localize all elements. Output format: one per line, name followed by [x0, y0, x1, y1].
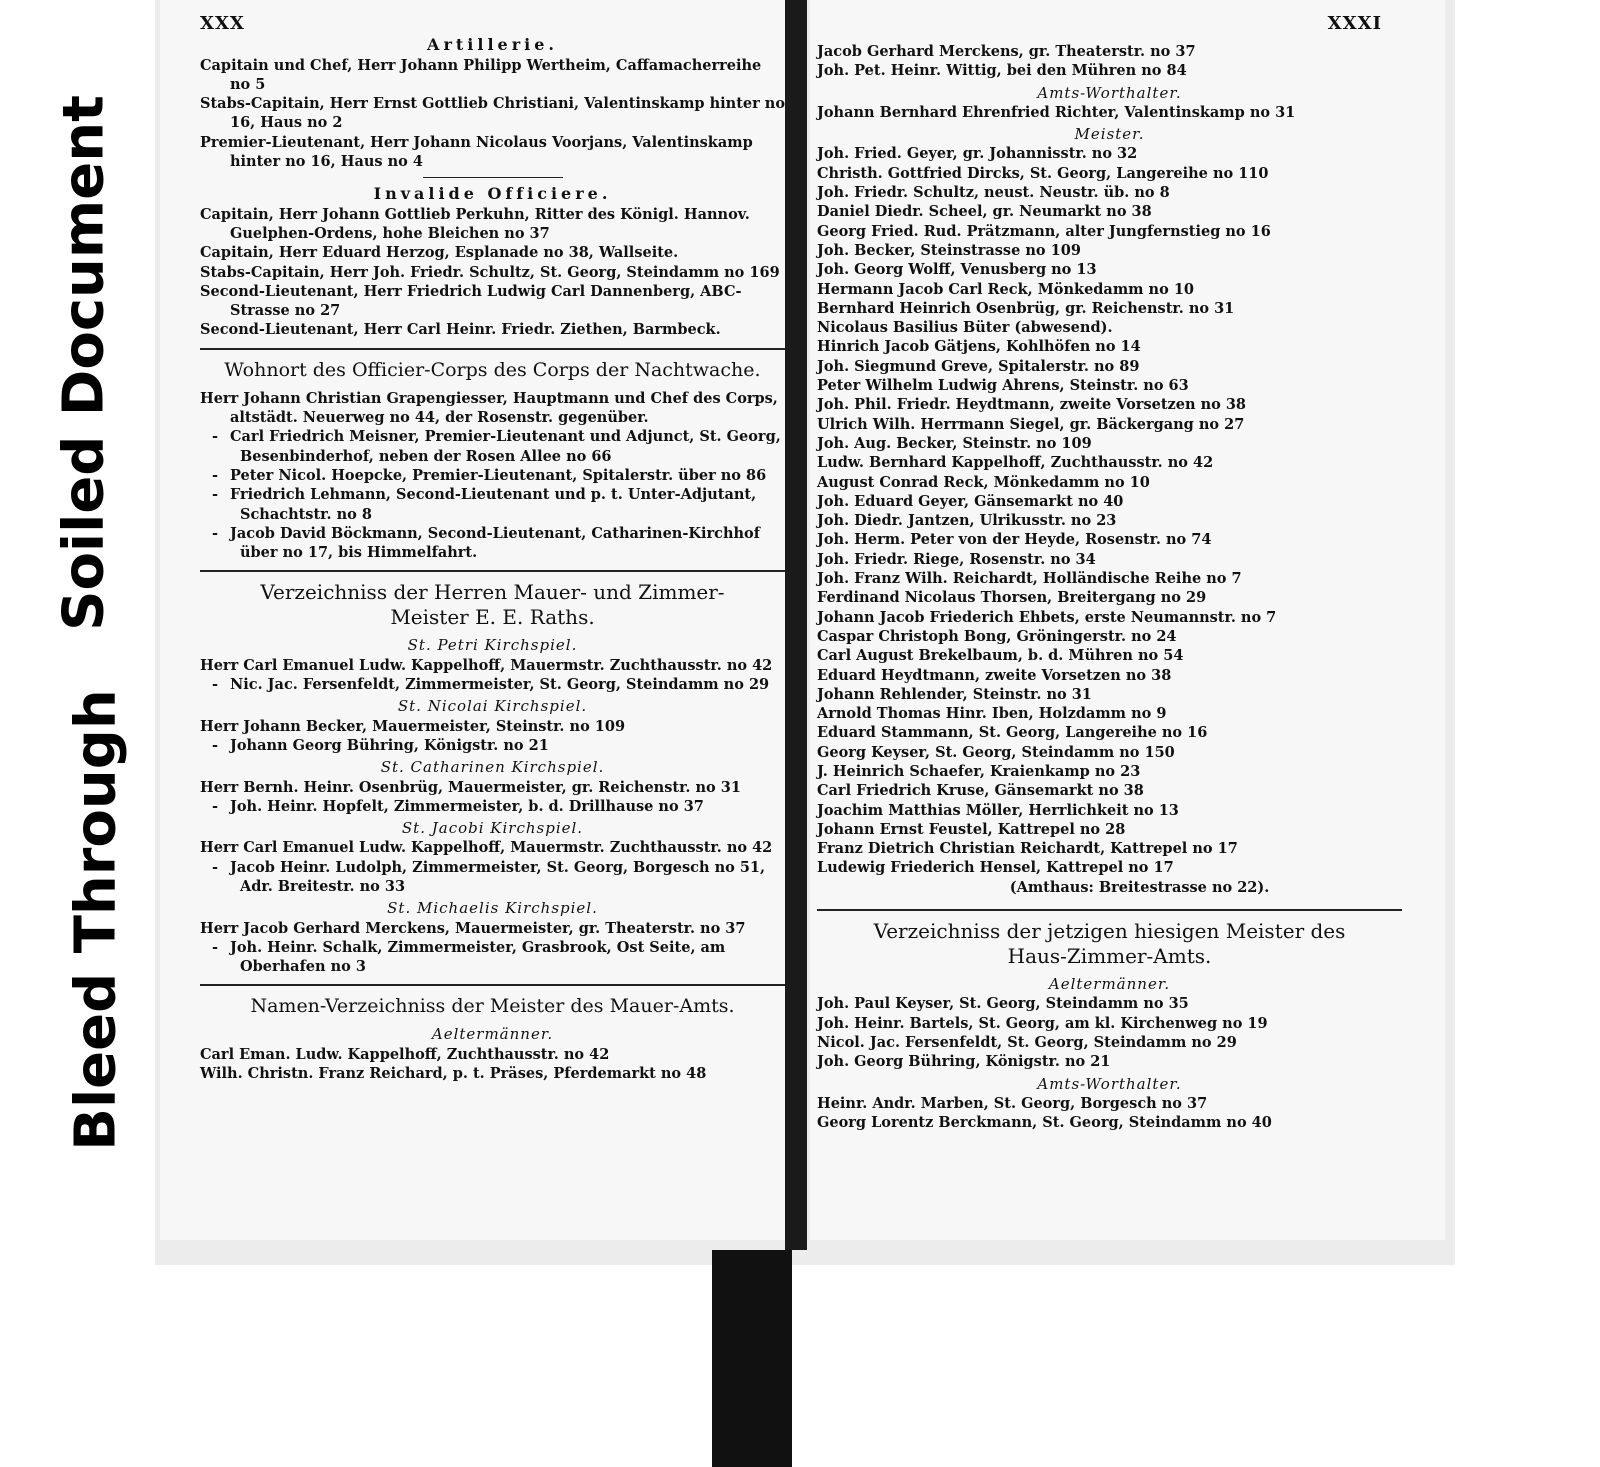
meister-entry-text: Joh. Heinr. Hopfelt, Zimmermeister, b. d. Drillhause no 37 [230, 797, 704, 815]
kirchspiel-heading: St. Catharinen Kirchspiel. [380, 758, 605, 777]
artillerie-entry: Capitain und Chef, Herr Johann Philipp Wertheim, Caffamacherreihe no 5 [200, 56, 762, 93]
invalide-entry: Second-Lieutenant, Herr Friedrich Ludwig Carl Dannenberg, ABC-Strasse no 27 [200, 282, 742, 320]
bleed-through-text: Bleed Through [63, 689, 129, 1151]
amts-worthalter-heading: Amts-Worthalter. [1037, 83, 1182, 102]
amthaus-note: (Amthaus: Breitestrasse no 22). [1009, 878, 1270, 896]
section-rule [817, 909, 1402, 911]
meister-entry: Johann Jacob Friederich Ehbets, erste Neumannstr. no 7 [817, 608, 1277, 626]
meister-entry: Daniel Diedr. Scheel, gr. Neumarkt no 38 [817, 203, 1152, 221]
aeltermann-entry: Joh. Heinr. Bartels, St. Georg, am kl. Kirchenweg no 19 [817, 1014, 1268, 1032]
right-column [817, 14, 1402, 1132]
ditto-dash: - [211, 938, 219, 956]
invalide-heading: Invalide Officiere. [373, 184, 612, 204]
meister-entry: Eduard Heydtmann, zweite Vorsetzen no 38 [817, 666, 1172, 684]
ditto-dash: - [211, 858, 219, 876]
wohnort-heading: Wohnort des Officier-Corps des Corps der Nachtwache. [224, 358, 761, 381]
meister-entry: Eduard Stammann, St. Georg, Langereihe no 16 [817, 724, 1208, 742]
aeltermann-entry: Wilh. Christn. Franz Reichard, p. t. Präses, Pferdemarkt no 48 [200, 1065, 707, 1083]
meister-entry: Arnold Thomas Hinr. Iben, Holzdamm no 9 [817, 705, 1167, 723]
wohnort-entry-text: Carl Friedrich Meisner, Premier-Lieutenant und Adjunct, St. Georg, Besenbinderhof, neben der Rosen Allee no 66 [230, 428, 781, 465]
meister-entry: Joh. Phil. Friedr. Heydtmann, zweite Vorsetzen no 38 [817, 396, 1247, 414]
kirchspiel-heading: St. Nicolai Kirchspiel. [397, 697, 588, 716]
meister-entry: Joachim Matthias Möller, Herrlichkeit no 13 [817, 801, 1179, 819]
meister-entry: Ludw. Bernhard Kappelhoff, Zuchthausstr. no 42 [817, 454, 1214, 472]
wohnort-entry [200, 485, 785, 524]
meister-entry: Joh. Fried. Geyer, gr. Johannisstr. no 32 [817, 145, 1138, 163]
section-divider [423, 177, 563, 178]
meister-entry: Peter Wilhelm Ludwig Ahrens, Steinstr. no 63 [817, 377, 1189, 395]
meister-entry: Hermann Jacob Carl Reck, Mönkedamm no 10 [817, 280, 1194, 298]
amts-worthalter-entry: Johann Bernhard Ehrenfried Richter, Valentinskamp no 31 [817, 103, 1296, 121]
meister-entry: Hinrich Jacob Gätjens, Kohlhöfen no 14 [817, 338, 1141, 356]
meister-entry: Joh. Friedr. Schultz, neust. Neustr. üb. no 8 [817, 184, 1170, 202]
left-column [200, 14, 785, 1083]
kirchspiel-heading: St. Michaelis Kirchspiel. [387, 899, 598, 918]
meister-entry: Joh. Herm. Peter von der Heyde, Rosenstr. no 74 [817, 531, 1212, 549]
haus-zimmer-heading-line: Haus-Zimmer-Amts. [1007, 944, 1212, 969]
meister-entry: Caspar Christoph Bong, Gröningerstr. no 24 [817, 627, 1177, 645]
meister-entry: Carl August Brekelbaum, b. d. Mühren no 54 [817, 647, 1184, 665]
mauer-meister-entry: Joh. Pet. Heinr. Wittig, bei den Mühren no 84 [817, 62, 1187, 80]
kirchspiel-heading: St. Jacobi Kirchspiel. [401, 819, 584, 838]
meister-entry: Joh. Georg Wolff, Venusberg no 13 [817, 261, 1097, 279]
invalide-entry: Second-Lieutenant, Herr Carl Heinr. Friedr. Ziethen, Barmbeck. [200, 321, 721, 339]
section-rule [200, 984, 785, 986]
binding-stub [712, 1250, 792, 1467]
meister-entry: Herr Johann Becker, Mauermeister, Steinstr. no 109 [200, 717, 626, 735]
verzeichniss-heading [200, 580, 785, 630]
amts-worthalter-entry: Heinr. Andr. Marben, St. Georg, Borgesch no 37 [817, 1094, 1208, 1112]
soiled-document-stamp [40, 94, 128, 631]
section-rule [200, 570, 785, 572]
meister-entry [200, 858, 785, 897]
wohnort-entry-text: Friedrich Lehmann, Second-Lieutenant und p. t. Unter-Adjutant, Schachtstr. no 8 [230, 486, 757, 523]
meister-entry: Herr Jacob Gerhard Merckens, Mauermeister, gr. Theaterstr. no 37 [200, 919, 746, 937]
ditto-dash: - [211, 486, 219, 504]
namen-heading: Namen-Verzeichniss der Meister des Mauer-Amts. [250, 995, 735, 1018]
verzeichniss-heading-line: Meister E. E. Raths. [390, 605, 595, 630]
meister-entry: Ulrich Wilh. Herrmann Siegel, gr. Bäckergang no 27 [817, 415, 1245, 433]
aeltermaenner-heading: Aeltermänner. [431, 1025, 554, 1044]
meister-entry-text: Joh. Heinr. Schalk, Zimmermeister, Grasbrook, Ost Seite, am Oberhafen no 3 [230, 938, 726, 976]
ditto-dash: - [211, 428, 219, 446]
meister-entry: Christh. Gottfried Dircks, St. Georg, Langereihe no 110 [817, 164, 1269, 182]
meister-entry [200, 736, 785, 755]
meister-entry: Herr Carl Emanuel Ludw. Kappelhoff, Mauermstr. Zuchthausstr. no 42 [200, 656, 773, 674]
meister-entry: Georg Fried. Rud. Prätzmann, alter Jungfernstieg no 16 [817, 222, 1271, 240]
meister-entry: Joh. Franz Wilh. Reichardt, Holländische Reihe no 7 [817, 570, 1242, 588]
haus-zimmer-heading [817, 919, 1402, 969]
meister-entry: Joh. Aug. Becker, Steinstr. no 109 [817, 434, 1092, 452]
mauer-meister-entry: Jacob Gerhard Merckens, gr. Theaterstr. no 37 [817, 43, 1196, 60]
ditto-dash: - [211, 676, 219, 694]
left-page-number: XXX [200, 13, 245, 34]
binding-gutter [785, 0, 807, 1250]
ditto-dash: - [211, 797, 219, 815]
meister-entry-text: Johann Georg Bühring, Königstr. no 21 [230, 736, 549, 754]
wohnort-entry-text: Peter Nicol. Hoepcke, Premier-Lieutenant, Spitalerstr. über no 86 [230, 466, 767, 484]
wohnort-entry [200, 466, 785, 485]
invalide-entry: Capitain, Herr Eduard Herzog, Esplanade no 38, Wallseite. [200, 244, 679, 262]
meister-entry: Joh. Friedr. Riege, Rosenstr. no 34 [817, 550, 1096, 568]
soiled-document-text: Soiled Document [51, 94, 117, 631]
ditto-dash: - [211, 524, 219, 542]
aeltermann-entry: Nicol. Jac. Fersenfeldt, St. Georg, Steindamm no 29 [817, 1033, 1237, 1051]
meister-entry: August Conrad Reck, Mönkedamm no 10 [817, 473, 1150, 491]
meister-entry: Johann Ernst Feustel, Kattrepel no 28 [817, 820, 1126, 838]
amts-worthalter-heading: Amts-Worthalter. [1037, 1074, 1182, 1093]
meister-entry: Nicolaus Basilius Büter (abwesend). [817, 319, 1113, 337]
top-spacer [817, 14, 1402, 42]
meister-entry: Ludewig Friederich Hensel, Kattrepel no 17 [817, 859, 1174, 877]
artillerie-heading: Artillerie. [427, 35, 558, 55]
meister-entry: Joh. Siegmund Greve, Spitalerstr. no 89 [817, 357, 1140, 375]
meister-entry: Herr Carl Emanuel Ludw. Kappelhoff, Mauermstr. Zuchthausstr. no 42 [200, 839, 773, 857]
artillerie-entry: Premier-Lieutenant, Herr Johann Nicolaus Voorjans, Valentinskamp hinter no 16, Haus no 4 [200, 133, 753, 171]
meister-entry: Ferdinand Nicolaus Thorsen, Breitergang no 29 [817, 589, 1207, 607]
meister-entry: J. Heinrich Schaefer, Kraienkamp no 23 [817, 762, 1141, 780]
meister-entry [200, 938, 785, 977]
ditto-dash: - [211, 466, 219, 484]
meister-entry: Joh. Becker, Steinstrasse no 109 [817, 241, 1081, 259]
ditto-dash: - [211, 736, 219, 754]
meister-list [817, 144, 1402, 877]
invalide-entry: Stabs-Capitain, Herr Joh. Friedr. Schultz, St. Georg, Steindamm no 169 [200, 263, 780, 281]
haus-zimmer-heading-line: Verzeichniss der jetzigen hiesigen Meister des [873, 919, 1346, 944]
aeltermann-entry: Joh. Georg Bühring, Königstr. no 21 [817, 1053, 1111, 1071]
meister-entry: Carl Friedrich Kruse, Gänsemarkt no 38 [817, 782, 1144, 800]
aeltermaenner-heading: Aeltermänner. [1048, 975, 1171, 994]
meister-entry: Franz Dietrich Christian Reichardt, Kattrepel no 17 [817, 840, 1238, 858]
meister-entry: Johann Rehlender, Steinstr. no 31 [817, 685, 1092, 703]
meister-entry: Herr Bernh. Heinr. Osenbrüg, Mauermeister, gr. Reichenstr. no 31 [200, 778, 741, 796]
meister-entry [200, 797, 785, 816]
invalide-entry: Capitain, Herr Johann Gottlieb Perkuhn, Ritter des Königl. Hannov. Guelphen-Ordens, hohe Bleichen no 37 [200, 205, 750, 242]
meister-entry: Bernhard Heinrich Osenbrüg, gr. Reichenstr. no 31 [817, 299, 1235, 317]
meister-entry [200, 675, 785, 694]
kirchspiel-heading: St. Petri Kirchspiel. [407, 636, 578, 655]
aeltermann-entry: Carl Eman. Ludw. Kappelhoff, Zuchthausstr. no 42 [200, 1045, 610, 1063]
aeltermann-entry: Joh. Paul Keyser, St. Georg, Steindamm no 35 [817, 995, 1189, 1013]
meister-entry: Joh. Diedr. Jantzen, Ulrikusstr. no 23 [817, 512, 1117, 530]
meister-entry: Georg Keyser, St. Georg, Steindamm no 150 [817, 743, 1175, 761]
wohnort-entry: Herr Johann Christian Grapengiesser, Hauptmann und Chef des Corps, altstädt. Neuerweg no 44, der Rosenstr. gegenüber. [200, 389, 778, 427]
meister-heading: Meister. [1074, 125, 1145, 144]
section-rule [200, 348, 785, 350]
bleed-through-stamp [62, 689, 130, 1151]
meister-entry: Joh. Eduard Geyer, Gänsemarkt no 40 [817, 492, 1124, 510]
amts-worthalter-entry: Georg Lorentz Berckmann, St. Georg, Steindamm no 40 [817, 1114, 1272, 1132]
artillerie-entry: Stabs-Capitain, Herr Ernst Gottlieb Christiani, Valentinskamp hinter no 16, Haus no 2 [200, 95, 786, 132]
verzeichniss-heading-line: Verzeichniss der Herren Mauer- und Zimmer- [260, 580, 725, 605]
wohnort-entry [200, 524, 785, 563]
meister-entry-text: Jacob Heinr. Ludolph, Zimmermeister, St. Georg, Borgesch no 51, Adr. Breitestr. no 33 [230, 858, 766, 895]
meister-entry-text: Nic. Jac. Fersenfeldt, Zimmermeister, St. Georg, Steindamm no 29 [230, 676, 770, 694]
wohnort-entry [200, 427, 785, 466]
right-page-number: XXXI [1327, 13, 1382, 34]
wohnort-entry-text: Jacob David Böckmann, Second-Lieutenant, Catharinen-Kirchhof über no 17, bis Himmelfahrt. [230, 524, 760, 562]
